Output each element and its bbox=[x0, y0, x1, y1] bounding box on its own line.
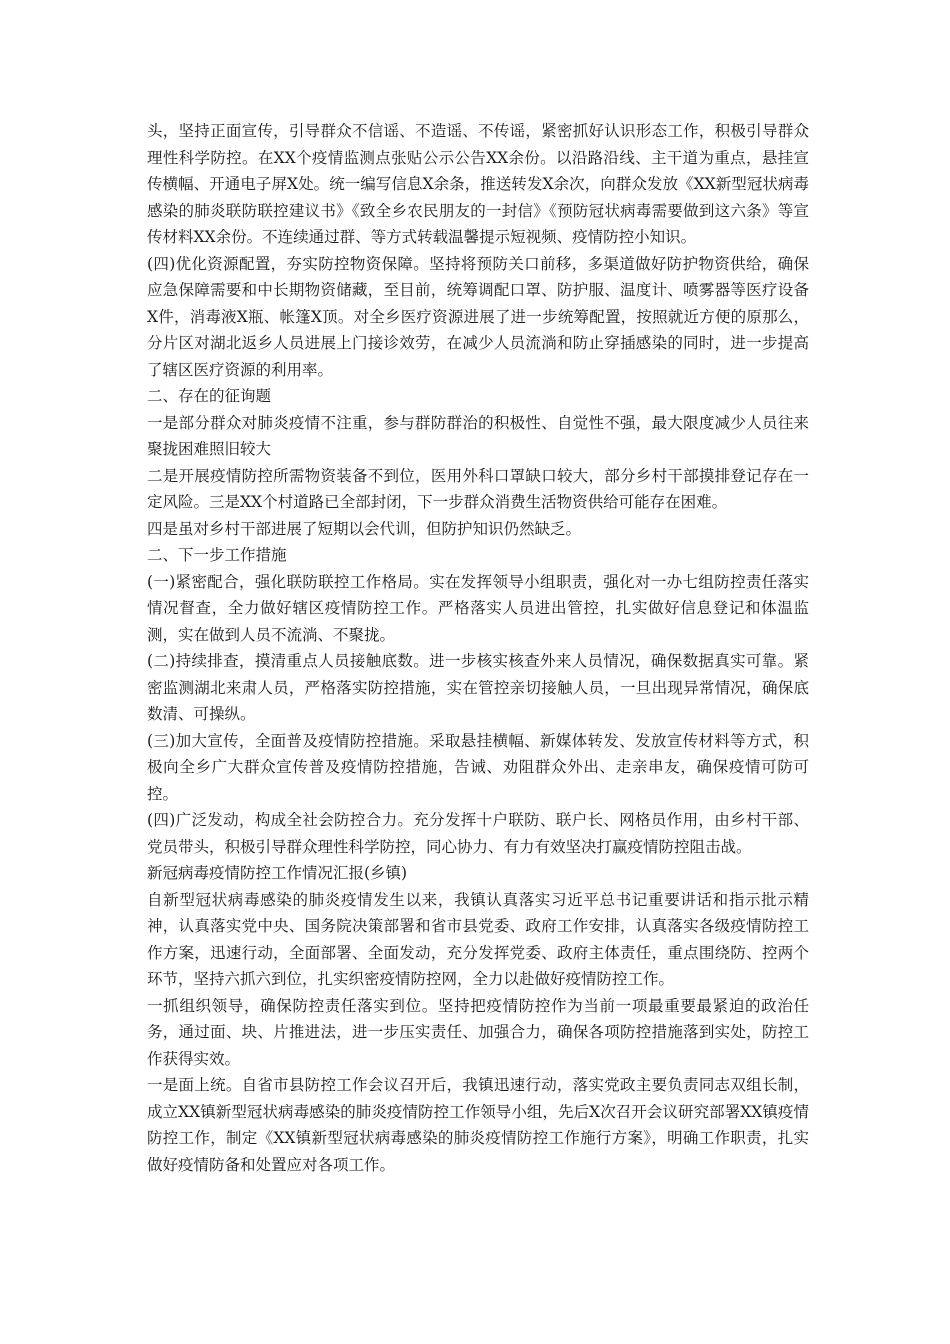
paragraph-problem-1: 一是部分群众对肺炎疫情不注重，参与群防群治的积极性、自觉性不强，最大限度减少人员往来聚拢困难照旧较大 bbox=[147, 413, 809, 458]
paragraph-resource-allocation: (四)优化资源配置，夯实防控物资保障。坚持将预防关口前移，多渠道做好防护物资供给，确保应急保障需要和中长期物资储藏，至目前，统筹调配口罩、防护服、温度计、喷雾器等医疗设备X件，消毒液X瓶、帐篷X顶。对全乡医疗资源进展了进一步统筹配置，按照就近方便的原那么，分片区对湖北返乡人员进展上门接诊效劳，在减少人员流淌和防止穿插感染的同时，进一步提高了辖区医疗资源的利用率。 bbox=[147, 254, 809, 379]
paragraph-measure-3: (三)加大宣传，全面普及疫情防控措施。采取悬挂横幅、新媒体转发、发放宣传材料等方式，积极向全乡广大群众宣传普及疫情防控措施，告诫、劝阻群众外出、走亲串友，确保疫情可防可控。 bbox=[147, 731, 809, 803]
paragraph-report-intro: 自新型冠状病毒感染的肺炎疫情发生以来，我镇认真落实习近平总书记重要讲话和指示批示精神，认真落实党中央、国务院决策部署和省市县党委、政府工作安排，认真落实各级疫情防控工作方案，迅速行动，全面部署、全面发动，充分发挥党委、政府主体责任，重点围绕防、控两个环节，坚持六抓六到位，扎实织密疫情防控网，全力以赴做好疫情防控工作。 bbox=[147, 890, 809, 988]
paragraph-problem-4: 四是虽对乡村干部进展了短期以会代训，但防护知识仍然缺乏。 bbox=[147, 519, 582, 538]
paragraph-problem-2: 二是开展疫情防控所需物资装备不到位，医用外科口罩缺口较大，部分乡村干部摸排登记存在一定风险。三是XX个村道路已全部封闭，下一步群众消费生活物资供给可能存在困难。 bbox=[147, 466, 809, 511]
paragraph-propaganda-continued: 头，坚持正面宣传，引导群众不信谣、不造谣、不传谣，紧密抓好认识形态工作，积极引导群众理性科学防控。在XX个疫情监测点张贴公示公告XX余份。以沿路沿线、主干道为重点，悬挂宣传横幅、开通电子屏X处。统一编写信息X余条，推送转发X余次，向群众发放《XX新型冠状病毒感染的肺炎联防联控建议书》《致全乡农民朋友的一封信》《预防冠状病毒需要做到这六条》等宣传材料XX余份。不连续通过群、等方式转载温馨提示短视频、疫情防控小知识。 bbox=[147, 122, 809, 246]
paragraph-organization-leadership: 一抓组织领导，确保防控责任落实到位。坚持把疫情防控作为当前一项最重要最紧迫的政治任务，通过面、块、片推进法，进一步压实责任、加强合力，确保各项防控措施落到实处，防控工作获得实效。 bbox=[147, 996, 809, 1068]
paragraph-measure-1: (一)紧密配合，强化联防联控工作格局。实在发挥领导小组职责，强化对一办七组防控责任落实情况督查，全力做好辖区疫情防控工作。严格落实人员进出管控，扎实做好信息登记和体温监测，实在做到人员不流淌、不聚拢。 bbox=[147, 572, 809, 644]
report-title: 新冠病毒疫情防控工作情况汇报(乡镇) bbox=[147, 864, 408, 882]
document-body bbox=[147, 118, 809, 1178]
paragraph-measure-2: (二)持续排查，摸清重点人员接触底数。进一步核实核查外来人员情况，确保数据真实可靠。紧密监测湖北来肃人员，严格落实防控措施，实在管控亲切接触人员，一旦出现异常情况，确保底数清、可操纵。 bbox=[147, 652, 809, 723]
section-heading-next-steps: 二、下一步工作措施 bbox=[147, 546, 287, 564]
paragraph-measure-4: (四)广泛发动，构成全社会防控合力。充分发挥十户联防、联户长、网格员作用，由乡村干部、党员带头，积极引导群众理性科学防控，同心协力、有力有效坚决打赢疫情防控阻击战。 bbox=[147, 811, 809, 856]
section-heading-problems: 二、存在的征询题 bbox=[147, 387, 272, 405]
paragraph-overall-coordination: 一是面上统。自省市县防控工作会议召开后，我镇迅速行动，落实党政主要负责同志双组长制，成立XX镇新型冠状病毒感染的肺炎疫情防控工作领导小组，先后X次召开会议研究部署XX镇疫情防控工作，制定《XX镇新型冠状病毒感染的肺炎疫情防控工作施行方案》，明确工作职责，扎实做好疫情防备和处置应对各项工作。 bbox=[147, 1076, 809, 1174]
